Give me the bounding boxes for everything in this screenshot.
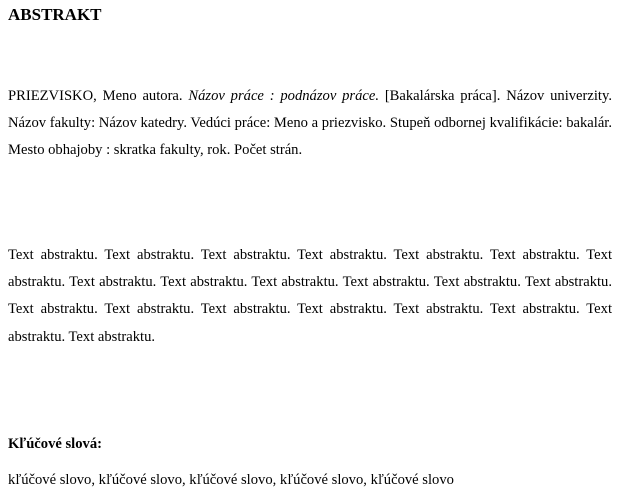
keywords-heading: Kľúčové slová: xyxy=(8,436,102,452)
bibliographic-citation xyxy=(8,83,612,164)
keywords-list: kľúčové slovo, kľúčové slovo, kľúčové slovo, kľúčové slovo, kľúčové slovo xyxy=(8,472,454,488)
citation-title: Názov práce : podnázov práce. xyxy=(188,88,379,104)
page-title: ABSTRAKT xyxy=(8,5,102,24)
citation-details: [Bakalárska práca]. Názov univerzity. Názov fakulty: Názov katedry. Vedúci práce: Meno a priezvisko. Stupeň odbornej kvalifikácie: bakalár. Mesto obhajoby : skratka fakulty, rok. Počet strán. xyxy=(8,88,612,158)
abstract-text: Text abstraktu. Text abstraktu. Text abstraktu. Text abstraktu. Text abstraktu. Text abstraktu. Text abstraktu. Text abstraktu. Text abstraktu. Text abstraktu. Text abstraktu. Text abstraktu. Text abstraktu. Text abstraktu. Text abstraktu. Text abstraktu. Text abstraktu. Text abstraktu. Text abstraktu. Text abstraktu. Text abstraktu. xyxy=(8,247,612,345)
citation-author: PRIEZVISKO, Meno autora. xyxy=(8,88,183,104)
